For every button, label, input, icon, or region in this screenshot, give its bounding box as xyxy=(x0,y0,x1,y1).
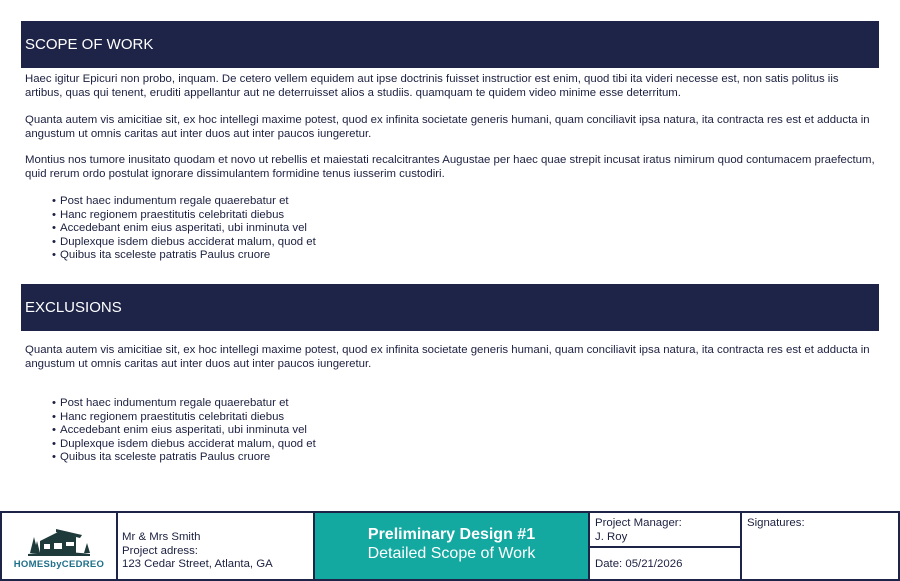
title-block xyxy=(0,511,900,581)
list-item: • Accedebant enim eius asperitati, ubi inminuta vel xyxy=(52,424,316,438)
pm-name: J. Roy xyxy=(595,530,628,543)
address-label: Project adress: xyxy=(122,544,198,557)
logo-text: HOMESbyCEDREO xyxy=(13,558,105,570)
project-address: 123 Cedar Street, Atlanta, GA xyxy=(122,558,273,570)
list-item: • Duplexque isdem diebus acciderat malum, quod et xyxy=(52,438,316,452)
pm-label: Project Manager: xyxy=(595,517,682,529)
scope-heading: SCOPE OF WORK xyxy=(21,21,879,68)
client-info xyxy=(118,513,315,579)
list-item: • Hanc regionem praestitutis celebritati diebus xyxy=(52,411,316,425)
exclusions-heading: EXCLUSIONS xyxy=(21,284,879,331)
document-subtitle: Detailed Scope of Work xyxy=(367,545,536,562)
list-item: • Duplexque isdem diebus acciderat malum, quod et xyxy=(52,236,316,250)
scope-bullet-list xyxy=(52,195,316,263)
scope-paragraph-3: Montius nos tumore inusitato quodam et novo ut rebellis et maiestati recalcitrantes Augustae per haec quae strepit incusat iratus nimirum quod contumacem praefectum, quid rerum ordo postulat ignorare dissimulantem formidine tenus iusserim custodiri. xyxy=(25,154,875,180)
exclusions-bullet-list xyxy=(52,397,316,465)
list-item: • Quibus ita sceleste patratis Paulus cruore xyxy=(52,451,316,465)
date: Date: 05/21/2026 xyxy=(595,558,683,570)
list-item: • Quibus ita sceleste patratis Paulus cruore xyxy=(52,249,316,263)
project-manager-block xyxy=(590,513,742,579)
exclusions-paragraph: Quanta autem vis amicitiae sit, ex hoc intellegi maxime potest, quod ex infinita societate generis humani, quam conciliavit ipsa natura, ita contracta res est et adducta in angustum ut omnis caritas aut inter duos aut inter paucos iungeretur. xyxy=(25,344,870,370)
scope-paragraph-1: Haec igitur Epicuri non probo, inquam. De cetero vellem equidem aut ipse doctrinis fuisset instructior est enim, quod tibi ita videri necesse est, non satis politus iis artibus, quas qui tenent, eruditi appellantur aut ne deterruisset alios a studiis. quamquam te quidem video minime esse deterritum. xyxy=(25,73,839,99)
list-item: • Hanc regionem praestitutis celebritati diebus xyxy=(52,209,316,223)
signatures-label: Signatures: xyxy=(747,517,805,529)
house-logo-icon xyxy=(26,523,92,557)
document-title-block xyxy=(315,513,590,579)
signatures-block xyxy=(742,513,898,579)
list-item: • Post haec indumentum regale quaerebatur et xyxy=(52,397,316,411)
list-item: • Post haec indumentum regale quaerebatur et xyxy=(52,195,316,209)
client-name: Mr & Mrs Smith xyxy=(122,531,201,543)
list-item: • Accedebant enim eius asperitati, ubi inminuta vel xyxy=(52,222,316,236)
scope-paragraph-2: Quanta autem vis amicitiae sit, ex hoc intellegi maxime potest, quod ex infinita societate generis humani, quam conciliavit ipsa natura, ita contracta res est et adducta in angustum ut omnis caritas aut inter duos aut inter paucos iungeretur. xyxy=(25,114,870,140)
document-title: Preliminary Design #1 xyxy=(367,526,536,543)
logo xyxy=(2,513,118,579)
